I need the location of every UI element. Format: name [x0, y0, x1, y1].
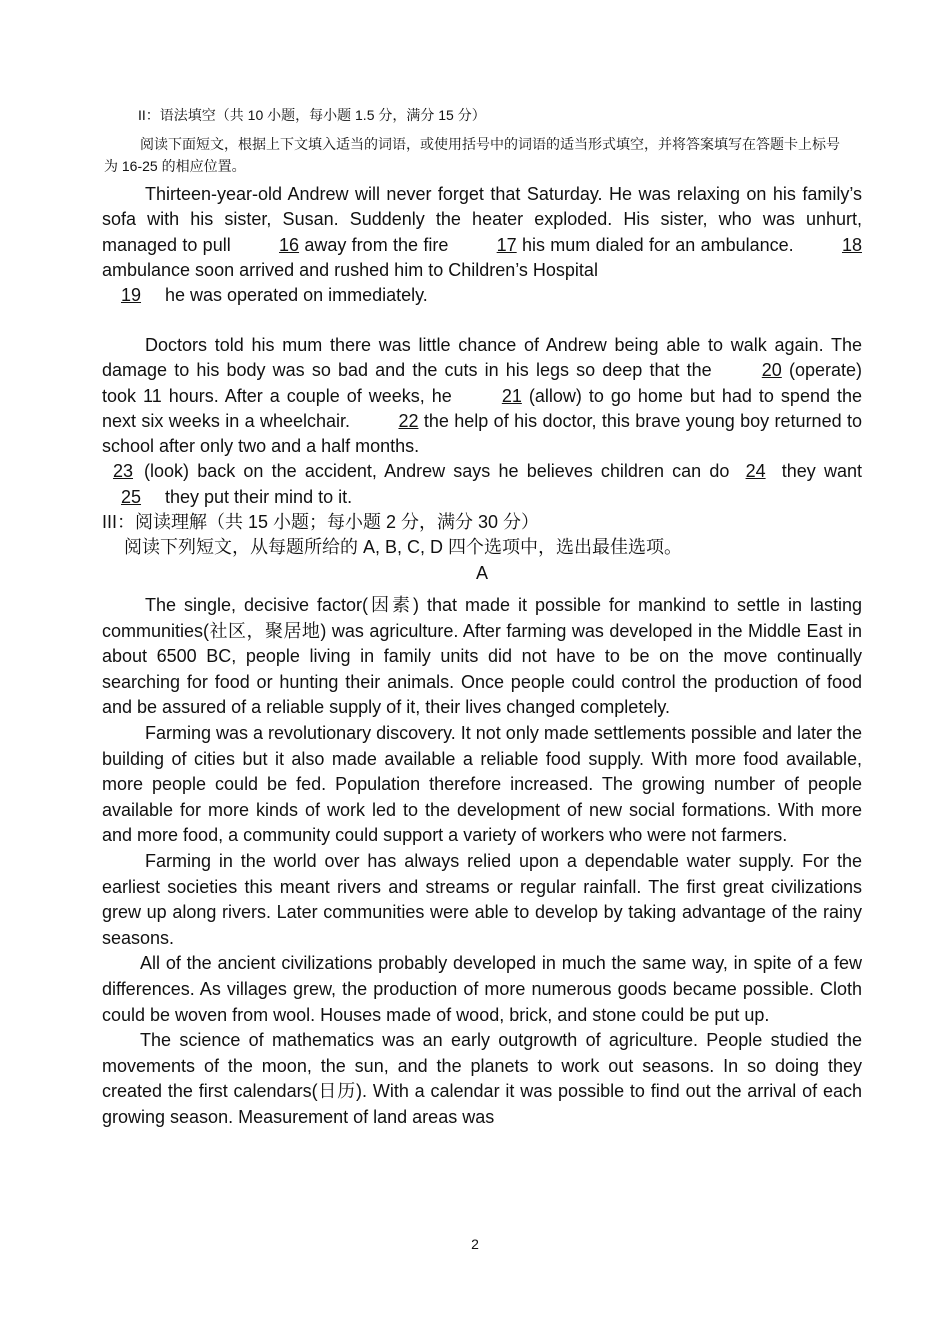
- text-run: (look) back on the accident, Andrew says he believes children can do: [144, 461, 738, 482]
- passage-a-paragraph-3: Farming in the world over has always relied upon a dependable water supply. For the earliest societies this meant rivers and streams or regular rainfall. The first great civilizations grew up along rivers. Later communities were able to develop by taking advantage of the rainy seasons.: [102, 850, 862, 948]
- text-run: ambulance soon arrived and rushed him to Children’s Hospital: [102, 259, 598, 280]
- text-run: he was operated on immediately.: [160, 285, 428, 306]
- blank-21: 21: [501, 385, 522, 406]
- text-run: Thirteen-year-old Andrew will never forget that Saturday. He was relaxing on his family’s sofa with his sister, Susan. Suddenly the heater exploded. His sister, who was unhurt, managed to pull: [102, 184, 862, 255]
- blank-17: 17: [496, 234, 517, 255]
- section-3-instruction: 阅读下列短文，从每题所给的 A, B, C, D 四个选项中，选出最佳选项。: [124, 537, 683, 558]
- blank-23: 23: [112, 461, 134, 482]
- passage-a-paragraph-5: The science of mathematics was an early outgrowth of agriculture. People studied the movements of the moon, the sun, and the planets to work out seasons. In so doing they created the first calendars(日历). With a calendar it was possible to find out the arrival of each growing season. Measurement of land areas was: [102, 1030, 862, 1127]
- blank-20: 20: [761, 360, 782, 381]
- blank-18: 18: [841, 234, 862, 255]
- section-3-header: [102, 510, 862, 586]
- blank-22: 22: [398, 410, 419, 431]
- section-3-title: III：阅读理解（共 15 小题；每小题 2 分，满分 30 分）: [102, 512, 540, 532]
- passage-label: A: [475, 562, 488, 583]
- text-run: his mum dialed for an ambulance.: [516, 234, 799, 255]
- blank-16: 16: [279, 234, 300, 255]
- text-run: away from the fire: [299, 234, 454, 255]
- text-run: Doctors told his mum there was little chance of Andrew being able to walk again. The damage to his body was so bad and the cuts in his legs so deep that the: [102, 335, 862, 381]
- passage-1-paragraph-1: [102, 182, 862, 308]
- text-run: they put their mind to it.: [160, 486, 353, 507]
- blank-25: 25: [120, 486, 142, 507]
- page-number: 2: [471, 1236, 479, 1252]
- blank-24: 24: [745, 461, 766, 482]
- blank-19: 19: [120, 285, 142, 306]
- passage-a-paragraph-4: All of the ancient civilizations probably developed in much the same way, in spite of a few differences. As villages grew, the production of more numerous goods became possible. Cloth could be woven from wool. Houses made of wood, brick, and stone could be put up.: [102, 953, 862, 1025]
- section-2-instruction: 阅读下面短文，根据上下文填入适当的词语，或使用括号中的词语的适当形式填空，并将答案填写在答题卡上标号为 16-25 的相应位置。: [104, 136, 840, 174]
- passage-1-paragraph-2: [102, 333, 862, 510]
- passage-a-paragraph-1: The single, decisive factor(因素) that made it possible for mankind to settle in lasting communities(社区，聚居地) was agriculture. After farming was developed in the Middle East in about 6500 BC, people living in family units did not have to be on the move continually searching for food or hunting their animals. Once people could control the production of food and be assured of a reliable supply of it, their lives changed completely.: [102, 595, 862, 718]
- passage-a: [102, 593, 862, 1130]
- text-run: (operate) took 11 hours. After a couple of weeks, he: [102, 360, 862, 406]
- passage-a-paragraph-2: Farming was a revolutionary discovery. It not only made settlements possible and later the building of cities but it also made available a reliable food supply. With more food available, more people could be fed. Population therefore increased. The growing number of people available for more kinds of work led to the development of new social formations. With more and more food, a community could support a variety of workers who were not farmers.: [102, 722, 863, 846]
- text-run: the help of his doctor, this brave young boy returned to school after only two and a half months.: [102, 410, 862, 457]
- text-run: (allow) to go home but had to spend the next six weeks in a wheelchair.: [102, 385, 862, 431]
- text-run: they want: [773, 461, 862, 482]
- section-2-title: II：语法填空（共 10 小题，每小题 1.5 分，满分 15 分）: [138, 107, 486, 123]
